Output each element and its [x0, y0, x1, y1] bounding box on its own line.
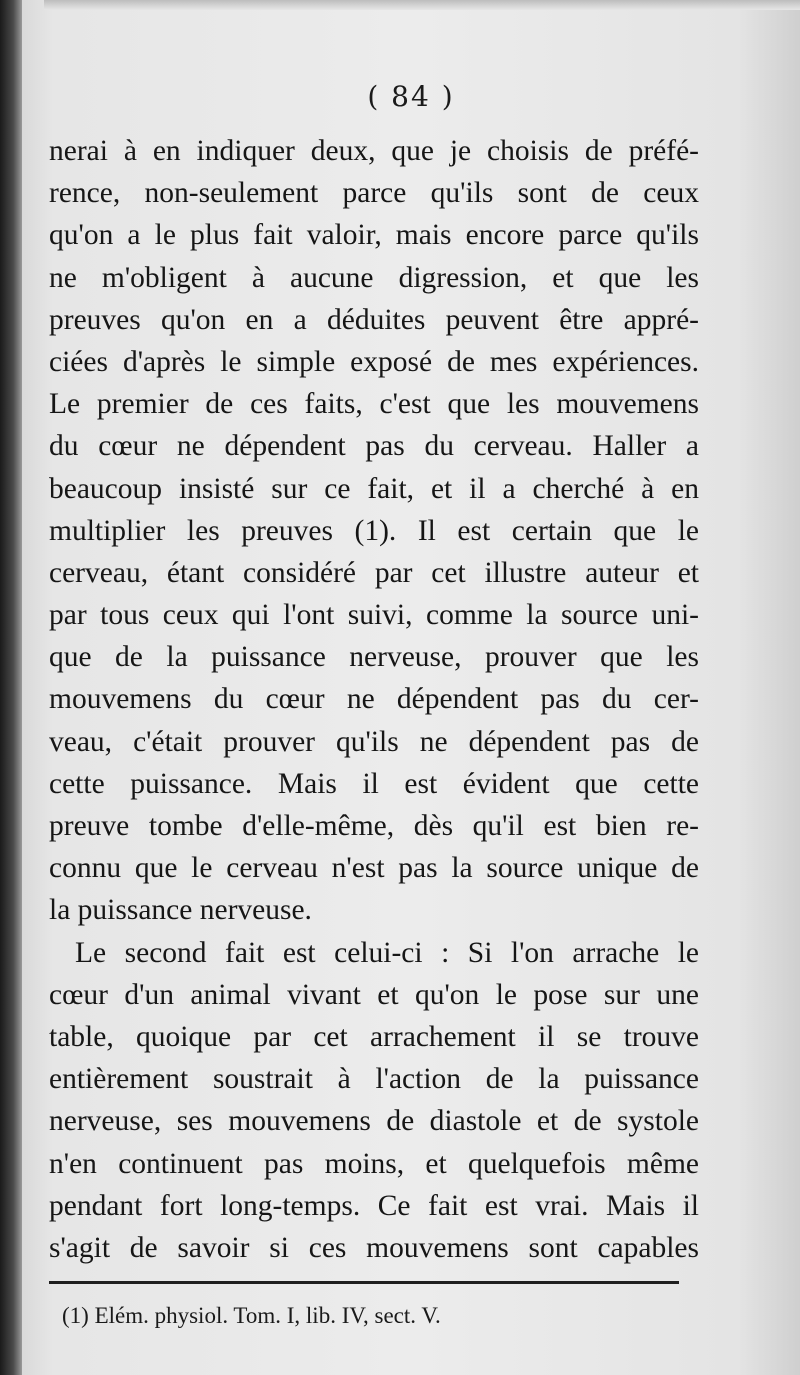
footnote: (1) Elém. physiol. Tom. I, lib. IV, sect. V. — [62, 1303, 441, 1328]
text-line: preuves qu'on en a déduites peuvent être appré- — [49, 303, 699, 336]
text-line: par tous ceux qui l'ont suivi, comme la source uni- — [49, 599, 699, 632]
text-line: preuve tombe d'elle-même, dès qu'il est bien re- — [49, 810, 699, 842]
text-line: pendant fort long-temps. Ce fait est vrai. Mais il — [49, 1189, 699, 1222]
page-binding-edge — [0, 0, 22, 1375]
text-line: ciées d'après le simple exposé de mes expériences. — [49, 345, 699, 378]
text-line: veau, c'était prouver qu'ils ne dépendent pas de — [49, 725, 699, 758]
text-line: Le premier de ces faits, c'est que les mouvemens — [49, 388, 699, 421]
text-line: cœur d'un animal vivant et qu'on le pose sur une — [49, 978, 699, 1011]
text-line: table, quoique par cet arrachement il se trouve — [49, 1020, 699, 1053]
text-line: cette puissance. Mais il est évident que cette — [49, 767, 699, 800]
text-line: cerveau, étant considéré par cet illustre auteur et — [49, 556, 699, 589]
text-line: mouvemens du cœur ne dépendent pas du cer- — [49, 683, 699, 716]
text-line: multiplier les preuves (1). Il est certain que le — [49, 514, 699, 547]
paragraph-start-line: Le second fait est celui-ci : Si l'on arrache le — [75, 936, 699, 969]
text-line: entièrement soustrait à l'action de la puissance — [49, 1063, 699, 1096]
page-top-edge — [44, 0, 800, 10]
book-page — [22, 0, 800, 1375]
body-text — [49, 130, 699, 1269]
text-line: qu'on a le plus fait valoir, mais encore parce qu'ils — [49, 219, 699, 252]
paragraph-end-line: la puissance nerveuse. — [49, 894, 312, 927]
text-line: rence, non-seulement parce qu'ils sont de ceux — [49, 177, 699, 210]
text-line: beaucoup insisté sur ce fait, et il a cherché à en — [49, 472, 699, 505]
text-line: du cœur ne dépendent pas du cerveau. Haller a — [49, 430, 699, 463]
footnote-separator-rule — [49, 1281, 679, 1284]
text-line: ne m'obligent à aucune digression, et que les — [49, 261, 699, 294]
page-number: ( 84 ) — [367, 80, 455, 113]
text-line: connu que le cerveau n'est pas la source unique de — [49, 852, 699, 885]
text-line: n'en continuent pas moins, et quelquefois même — [49, 1147, 699, 1180]
text-line: que de la puissance nerveuse, prouver que les — [49, 641, 699, 674]
text-line: nerveuse, ses mouvemens de diastole et de systole — [49, 1105, 699, 1138]
text-line: s'agit de savoir si ces mouvemens sont capables — [49, 1231, 699, 1264]
text-line: nerai à en indiquer deux, que je choisis de préfé- — [49, 135, 699, 167]
